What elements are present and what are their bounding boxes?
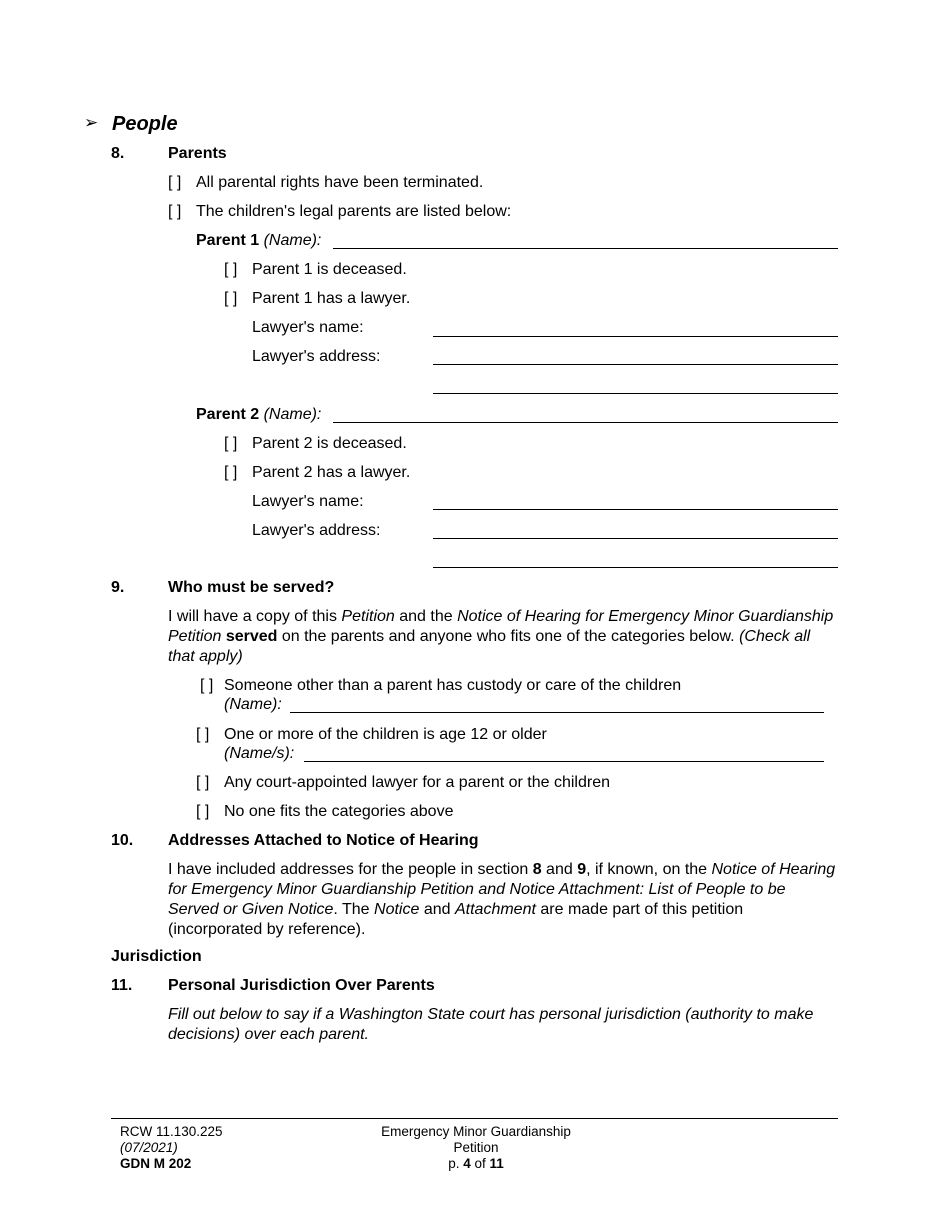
checkbox-age-12[interactable]: [ ] (196, 726, 210, 743)
parent-2-name-field[interactable] (333, 422, 838, 423)
footer-form-number: GDN M 202 (120, 1156, 192, 1171)
section-8-number: 8. (111, 145, 125, 162)
custody-name-hint: (Name): (224, 696, 282, 713)
footer-title-line-2: Petition (453, 1140, 499, 1155)
option-parent-1-deceased: Parent 1 is deceased. (252, 261, 407, 278)
checkbox-parent-2-lawyer[interactable]: [ ] (224, 464, 238, 481)
footer-date: (07/2021) (120, 1140, 178, 1155)
section-10-number: 10. (111, 832, 134, 849)
option-parent-2-deceased: Parent 2 is deceased. (252, 435, 407, 452)
parent-1-lawyer-address-label: Lawyer's address: (252, 348, 381, 365)
parent-2-lawyer-address-label: Lawyer's address: (252, 522, 381, 539)
parent-2-label: Parent 2 (196, 406, 260, 423)
option-rights-terminated: All parental rights have been terminated. (196, 174, 484, 191)
parent-1-lawyer-address-field-2[interactable] (433, 393, 838, 394)
section-9-title: Who must be served? (168, 579, 335, 596)
jurisdiction-heading: Jurisdiction (111, 948, 202, 965)
parent-1-name-field[interactable] (333, 248, 838, 249)
section-11-title: Personal Jurisdiction Over Parents (168, 977, 435, 994)
parent-1-name-hint: (Name): (263, 232, 322, 249)
option-parent-1-lawyer: Parent 1 has a lawyer. (252, 290, 411, 307)
checkbox-no-one[interactable]: [ ] (196, 803, 210, 820)
checkbox-parent-2-deceased[interactable]: [ ] (224, 435, 238, 452)
section-heading-people: People (112, 113, 178, 135)
checkbox-parent-1-lawyer[interactable]: [ ] (224, 290, 238, 307)
parent-1-lawyer-name-label: Lawyer's name: (252, 319, 364, 336)
section-10-title: Addresses Attached to Notice of Hearing (168, 832, 479, 849)
section-10-paragraph: I have included addresses for the people in section 8 and 9, if known, on the Notice of Hearing for Emergency Minor Guardianship Petition and Notice Attachment: List of People to be Served or Given Notice. The Notice and Attachment are made part of this petition (incorporated by reference). (168, 861, 836, 938)
section-9-number: 9. (111, 579, 125, 596)
checkbox-custody[interactable]: [ ] (200, 677, 214, 694)
parent-1-lawyer-address-field-1[interactable] (433, 364, 838, 365)
parent-2-name-hint: (Name): (263, 406, 322, 423)
section-11-number: 11. (111, 977, 133, 994)
age-12-names-hint: (Name/s): (224, 745, 295, 762)
parent-1-label: Parent 1 (196, 232, 260, 249)
section-8-title: Parents (168, 145, 227, 162)
parent-2-lawyer-name-field[interactable] (433, 509, 838, 510)
checkbox-parents-listed[interactable]: [ ] (168, 203, 182, 220)
section-9-paragraph: I will have a copy of this Petition and the Notice of Hearing for Emergency Minor Guardianship Petition served on the parents and anyone who fits one of the categories below. (Check all that apply) (168, 608, 834, 665)
footer-rcw: RCW 11.130.225 (120, 1124, 223, 1139)
arrow-bullet-icon: ➢ (84, 113, 99, 132)
parent-2-lawyer-name-label: Lawyer's name: (252, 493, 364, 510)
option-no-one: No one fits the categories above (224, 803, 454, 820)
option-parents-listed: The children's legal parents are listed below: (196, 203, 512, 220)
option-custody: Someone other than a parent has custody or care of the children (224, 677, 682, 694)
checkbox-parent-1-deceased[interactable]: [ ] (224, 261, 238, 278)
footer-title-line-1: Emergency Minor Guardianship (381, 1124, 571, 1139)
parent-2-name-label (196, 405, 321, 425)
footer-divider (111, 1118, 838, 1119)
section-11-instruction: Fill out below to say if a Washington State court has personal jurisdiction (authority to make decisions) over each parent. (168, 1006, 814, 1043)
age-12-names-field[interactable] (304, 761, 824, 762)
option-parent-2-lawyer: Parent 2 has a lawyer. (252, 464, 411, 481)
option-age-12: One or more of the children is age 12 or older (224, 726, 547, 743)
option-court-lawyer: Any court-appointed lawyer for a parent or the children (224, 774, 610, 791)
parent-1-lawyer-name-field[interactable] (433, 336, 838, 337)
parent-2-lawyer-address-field-1[interactable] (433, 538, 838, 539)
parent-2-lawyer-address-field-2[interactable] (433, 567, 838, 568)
checkbox-rights-terminated[interactable]: [ ] (168, 174, 182, 191)
parent-1-name-label (196, 231, 321, 251)
custody-name-field[interactable] (290, 712, 824, 713)
checkbox-court-lawyer[interactable]: [ ] (196, 774, 210, 791)
footer-page-number: p. 4 of 11 (448, 1156, 504, 1171)
